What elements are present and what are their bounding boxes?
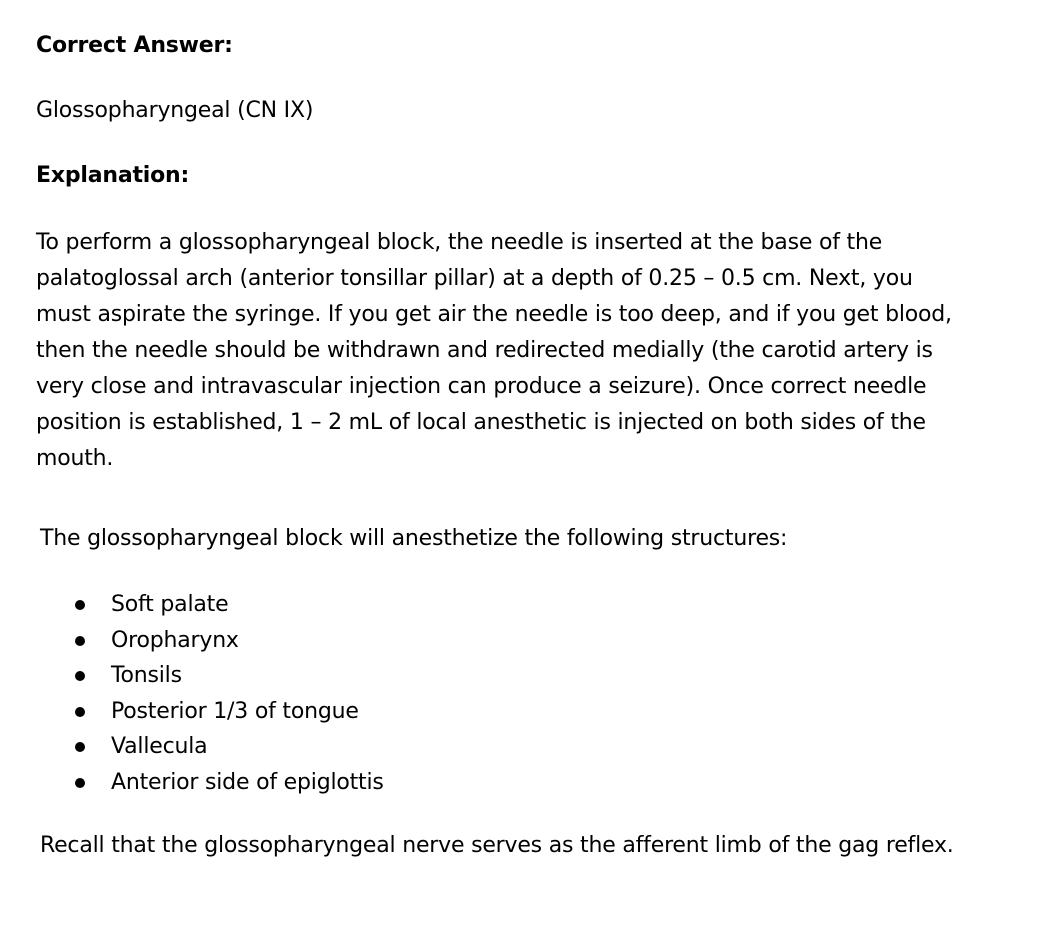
bullet-icon — [75, 671, 85, 681]
paragraph-line: palatoglossal arch (anterior tonsillar pillar) at a depth of 0.25 – 0.5 cm. Next, you — [36, 266, 913, 291]
bullet-icon — [75, 600, 85, 610]
paragraph-line: position is established, 1 – 2 mL of local anesthetic is injected on both sides of the — [36, 410, 926, 435]
list-item-label: Posterior 1/3 of tongue — [111, 698, 359, 724]
recall-note: Recall that the glossopharyngeal nerve serves as the afferent limb of the gag reflex. — [40, 833, 954, 858]
list-item-label: Oropharynx — [111, 627, 239, 653]
paragraph-line: then the needle should be withdrawn and redirected medially (the carotid artery is — [36, 338, 933, 363]
paragraph-line: mouth. — [36, 446, 114, 471]
paragraph-line: very close and intravascular injection can produce a seizure). Once correct needle — [36, 374, 927, 399]
list-item-label: Anterior side of epiglottis — [111, 769, 384, 795]
paragraph-line: To perform a glossopharyngeal block, the needle is inserted at the base of the — [36, 230, 883, 255]
list-item-label: Soft palate — [111, 592, 229, 617]
bullet-icon — [75, 707, 85, 717]
correct-answer-value: Glossopharyngeal (CN IX) — [36, 98, 314, 123]
bullet-icon — [75, 742, 85, 752]
bullet-icon — [75, 778, 85, 788]
explanation-paragraph — [36, 225, 1058, 477]
bullet-icon — [75, 636, 85, 646]
explanation-heading: Explanation: — [36, 163, 190, 188]
list-item-label: Tonsils — [111, 663, 182, 689]
structures-intro: The glossopharyngeal block will anesthetize the following structures: — [40, 526, 788, 551]
list-item-label: Vallecula — [111, 734, 208, 760]
paragraph-line: must aspirate the syringe. If you get air the needle is too deep, and if you get blood, — [36, 302, 952, 327]
correct-answer-heading: Correct Answer: — [36, 33, 233, 58]
